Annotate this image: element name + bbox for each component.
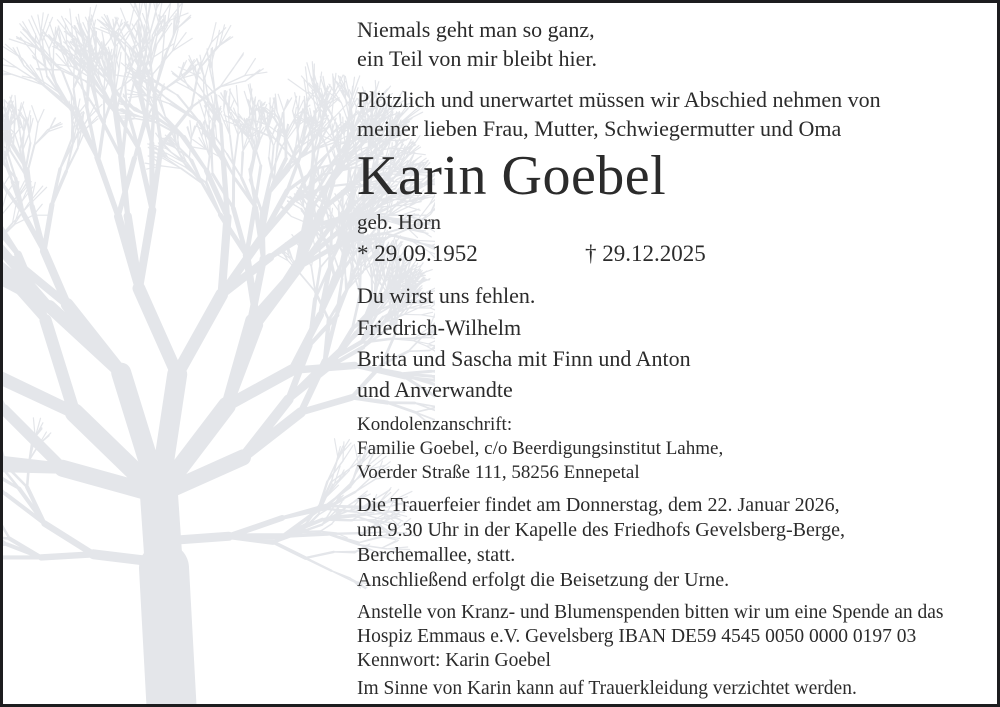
mourner-line-2: Britta und Sascha mit Finn und Anton xyxy=(357,346,691,371)
death-date: † 29.12.2025 xyxy=(585,241,706,266)
farewell-line: Du wirst uns fehlen. xyxy=(357,283,536,308)
intro-line-1: Plötzlich und unerwartet müssen wir Abschied nehmen von xyxy=(357,87,881,112)
mourners-list xyxy=(357,312,977,405)
funeral-service-info xyxy=(357,493,977,593)
condolence-line-2: Voerder Straße 111, 58256 Ennepetal xyxy=(357,462,640,483)
birth-date: * 29.09.1952 xyxy=(357,241,478,266)
condolence-label: Kondolenzanschrift: xyxy=(357,414,513,435)
service-line-2: um 9.30 Uhr in der Kapelle des Friedhofs Gevelsberg-Berge, xyxy=(357,519,846,541)
service-line-4: Anschließend erfolgt die Beisetzung der Urne. xyxy=(357,569,730,591)
condolence-address xyxy=(357,413,977,485)
mourner-line-1: Friedrich-Wilhelm xyxy=(357,315,522,340)
obituary-content xyxy=(357,3,977,701)
service-line-1: Die Trauerfeier findet am Donnerstag, dem 22. Januar 2026, xyxy=(357,494,840,516)
intro-line-2: meiner lieben Frau, Mutter, Schwiegermutter und Oma xyxy=(357,116,842,141)
donation-line-2: Hospiz Emmaus e.V. Gevelsberg IBAN DE59 4545 0050 0000 0197 03 xyxy=(357,626,917,647)
donation-info xyxy=(357,601,977,673)
condolence-line-1: Familie Goebel, c/o Beerdigungsinstitut Lahme, xyxy=(357,438,724,459)
closing-note: Im Sinne von Karin kann auf Trauerkleidung verzichtet werden. xyxy=(357,678,857,699)
donation-line-3: Kennwort: Karin Goebel xyxy=(357,650,551,671)
mourner-line-3: und Anverwandte xyxy=(357,377,513,402)
maiden-name: geb. Horn xyxy=(357,210,441,234)
service-line-3: Berchemallee, statt. xyxy=(357,544,516,566)
intro-text xyxy=(357,85,977,143)
deceased-name: Karin Goebel xyxy=(357,145,667,207)
epigraph-line-1: Niemals geht man so ganz, xyxy=(357,17,595,42)
donation-line-1: Anstelle von Kranz- und Blumenspenden bitten wir um eine Spende an das xyxy=(357,602,944,623)
epigraph xyxy=(357,15,977,73)
epigraph-line-2: ein Teil von mir bleibt hier. xyxy=(357,46,598,71)
life-dates xyxy=(357,239,977,269)
